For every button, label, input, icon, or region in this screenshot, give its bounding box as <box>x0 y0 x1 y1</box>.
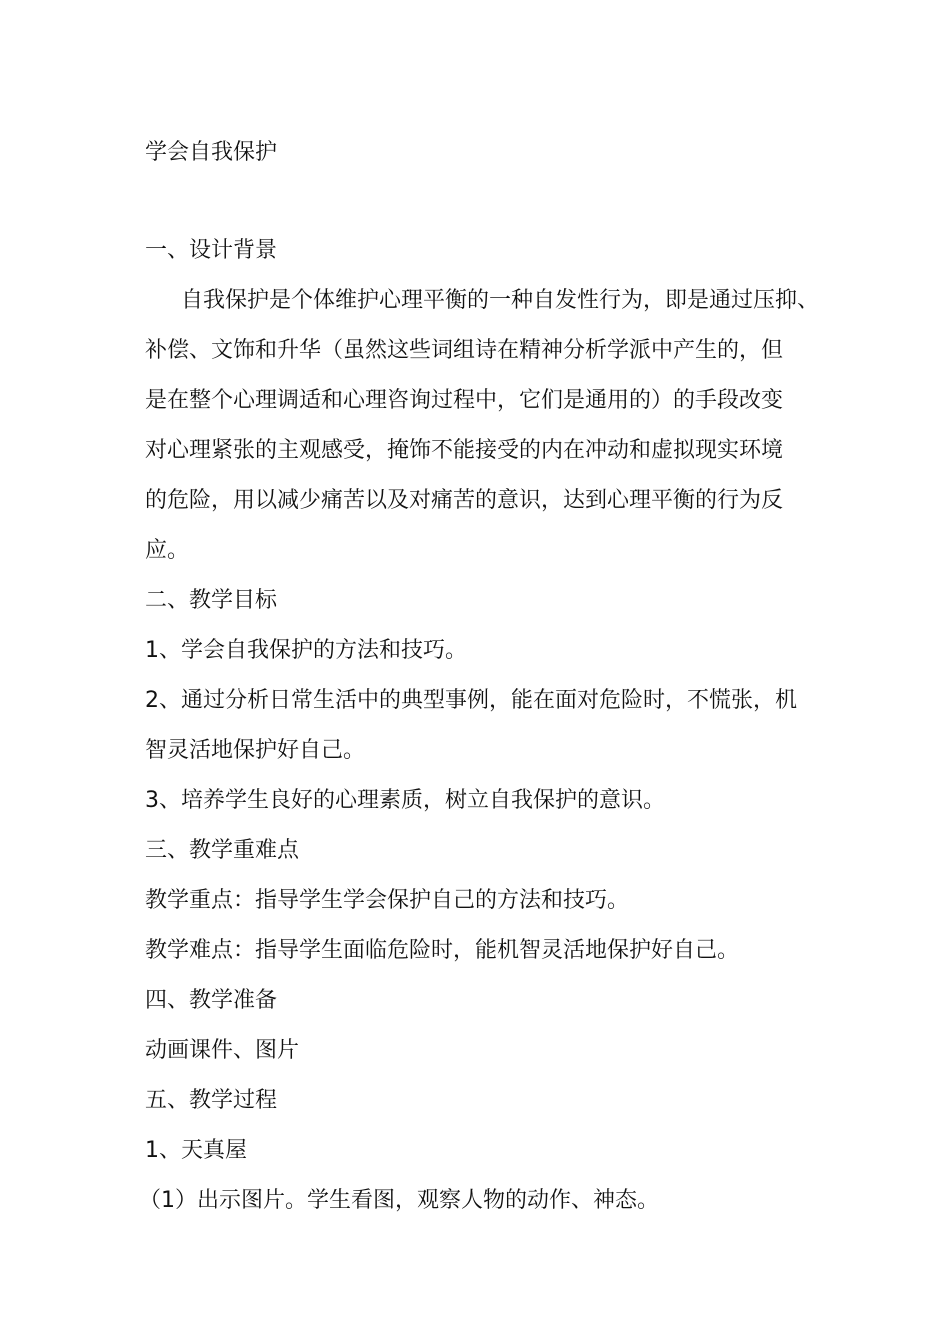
sub-list-item: （1）出示图片。学生看图，观察人物的动作、神态。 <box>139 1188 659 1213</box>
paragraph-line: 补偿、文饰和升华（虽然这些词组诗在精神分析学派中产生的，但 <box>145 338 784 363</box>
paragraph-line: 应。 <box>145 538 190 563</box>
paragraph-line: 是在整个心理调适和心理咨询过程中，它们是通用的）的手段改变 <box>145 388 784 413</box>
list-item: 2、通过分析日常生活中的典型事例，能在面对危险时，不慌张，机 <box>145 688 797 713</box>
preparation-text: 动画课件、图片 <box>145 1038 300 1063</box>
document-body <box>139 128 835 1226</box>
key-point-text: 教学重点：指导学生学会保护自己的方法和技巧。 <box>145 888 630 913</box>
section-heading-preparation: 四、教学准备 <box>145 988 278 1013</box>
section-heading-key-points: 三、教学重难点 <box>145 838 300 863</box>
section-heading-background: 一、设计背景 <box>145 238 278 263</box>
section-heading-process: 五、教学过程 <box>145 1088 278 1113</box>
list-item: 1、天真屋 <box>145 1138 247 1163</box>
section-heading-goals: 二、教学目标 <box>145 588 278 613</box>
difficulty-text: 教学难点：指导学生面临危险时，能机智灵活地保护好自己。 <box>145 938 740 963</box>
list-item-continuation: 智灵活地保护好自己。 <box>145 738 366 763</box>
paragraph-line: 对心理紧张的主观感受，掩饰不能接受的内在冲动和虚拟现实环境 <box>145 438 784 463</box>
paragraph-line: 的危险，用以减少痛苦以及对痛苦的意识，达到心理平衡的行为反 <box>145 488 784 513</box>
paragraph-line: 自我保护是个体维护心理平衡的一种自发性行为，即是通过压抑、 <box>181 288 820 313</box>
list-item: 1、学会自我保护的方法和技巧。 <box>145 638 467 663</box>
list-item: 3、培养学生良好的心理素质，树立自我保护的意识。 <box>145 788 665 813</box>
document-title: 学会自我保护 <box>145 140 278 165</box>
